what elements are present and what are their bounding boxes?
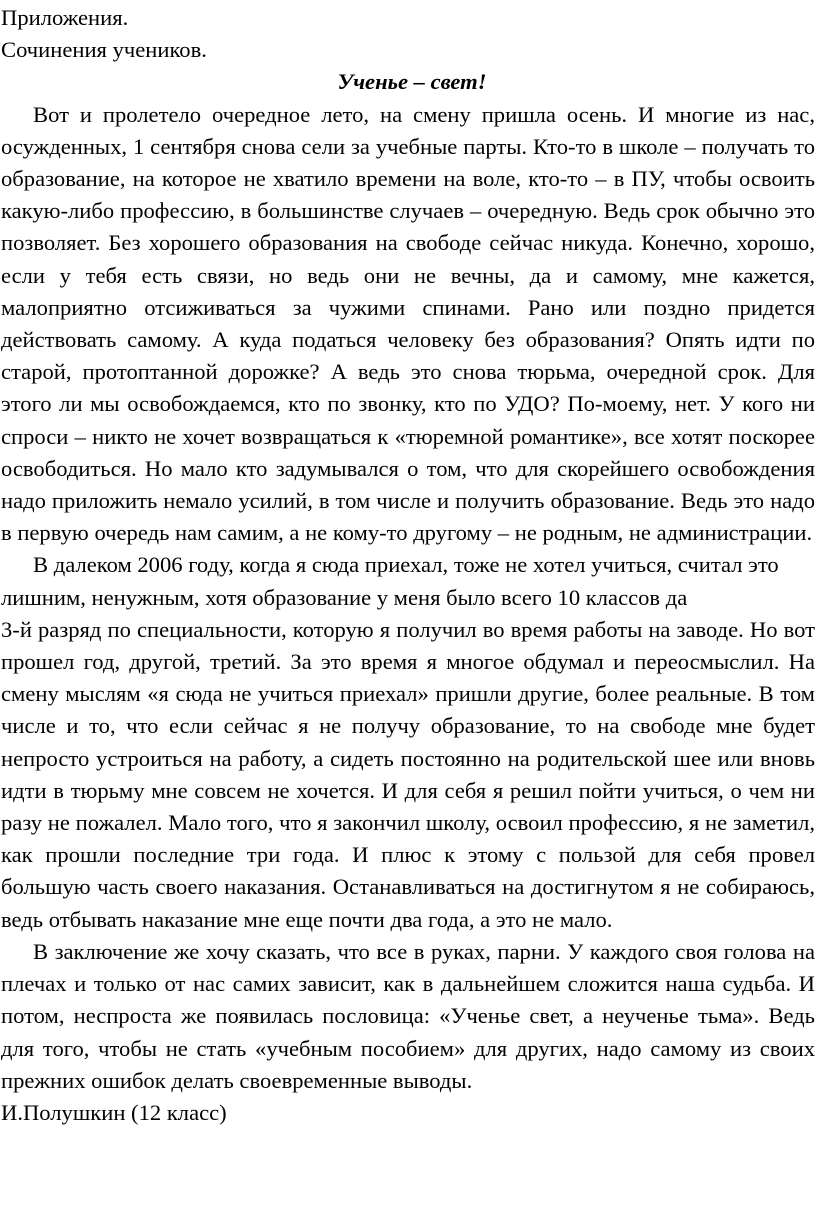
essay-signature: И.Полушкин (12 класс) <box>1 1099 227 1125</box>
subsection-heading: Сочинения учеников. <box>1 37 207 63</box>
essay-paragraph-4: В заключение же хочу сказать, что все в руках, парни. У каждого своя голова на плечах и только от нас самих зависит, как в дальнейшем сложится наша судьба. И потом, неспроста же появилась пословица: «Ученье свет, а неученье тьма». Ведь для того, чтобы не стать «учебным пособием» для других, надо самому из своих прежних ошибок делать своевременные выводы. <box>1 938 815 1093</box>
essay-paragraph-1: Вот и пролетело очередное лето, на смену пришла осень. И многие из нас, осужденных, 1 сентября снова сели за учебные парты. Кто-то в школе – получать то образование, на которое не хватило времени на воле, кто-то – в ПУ, чтобы освоить какую-либо профессию, в большинстве случаев – очередную. Ведь срок обычно это позволяет. Без хорошего образования на свободе сейчас никуда. Конечно, хорошо, если у тебя есть связи, но ведь они не вечны, да и самому, мне кажется, малоприятно отсиживаться за чужими спинами. Рано или поздно придется действовать самому. А куда податься человеку без образования? Опять идти по старой, протоптанной дорожке? А ведь это снова тюрьма, очередной срок. Для этого ли мы освобождаемся, кто по звонку, кто по УДО? По-моему, нет. У кого ни спроси – никто не хочет возвращаться к «тюремной романтике», все хотят поскорее освободиться. Но мало кто задумывался о том, что для скорейшего освобождения надо приложить немало усилий, в том числе и получить образование. Ведь это надо в первую очередь нам самим, а не кому-то другому – не родным, не администрации. <box>1 101 815 546</box>
essay-paragraph-3: 3-й разряд по специальности, которую я получил во время работы на заводе. Но вот прошел год, другой, третий. За это время я многое обдумал и переосмыслил. На смену мыслям «я сюда не учиться приехал» пришли другие, более реальные. В том числе и то, что если сейчас я не получу образование, то на свободе мне будет непросто устроиться на работу, а сидеть постоянно на родительской шее или вновь идти в тюрьму мне совсем не хочется. И для себя я решил пойти учиться, о чем ни разу не пожалел. Мало того, что я закончил школу, освоил профессию, я не заметил, как прошли последние три года. И плюс к этому с пользой для себя провел большую часть своего наказания. Останавливаться на достигнутом я не собираюсь, ведь отбывать наказание мне еще почти два года, а это не мало. <box>1 616 815 932</box>
essay-title <box>1 66 815 98</box>
essay-title-text: Ученье – свет! <box>337 69 487 95</box>
essay-paragraph-2: В далеком 2006 году, когда я сюда приехал, тоже не хотел учиться, считал это лишним, ненужным, хотя образование у меня было всего 10 классов да <box>1 552 779 610</box>
section-heading: Приложения. <box>1 5 129 30</box>
